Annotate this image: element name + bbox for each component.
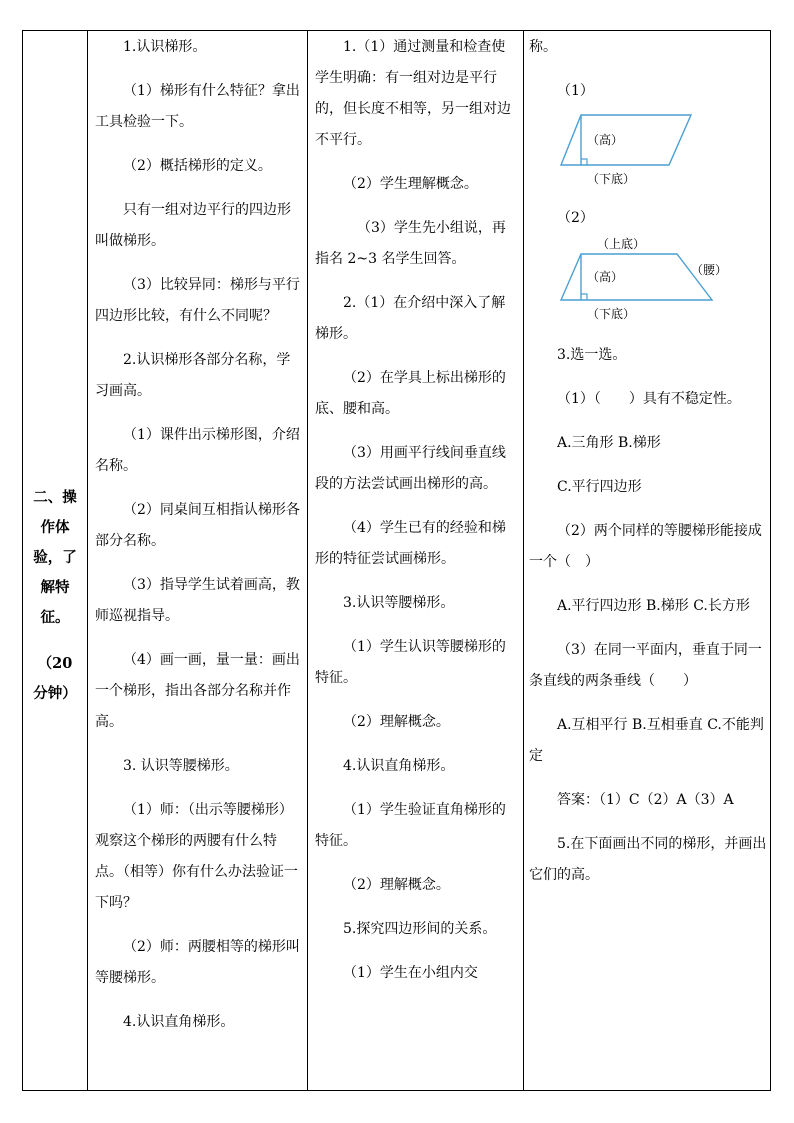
student-paragraph: （3）学生先小组说，再指名 2~3 名学生回答。: [315, 220, 506, 267]
teacher-paragraph: 只有一组对边平行的四边形叫做梯形。: [95, 202, 291, 249]
lesson-table: [22, 30, 771, 1091]
practice-paragraph: （2）两个同样的等腰梯形能接成一个（ ）: [529, 523, 762, 570]
top-base-label: （上底）: [597, 237, 646, 251]
section-title-line: 作体: [40, 518, 70, 536]
student-paragraph: 1.（1）通过测量和检查使学生明确：有一组对边是平行的，但长度不相等，另一组对边不平行。: [315, 39, 511, 148]
column-divider: [307, 31, 308, 1090]
section-title-line: 征。: [40, 608, 70, 626]
practice-paragraph: （3）在同一平面内，垂直于同一条直线的两条垂线（ ）: [529, 642, 762, 689]
practice-continuation: 称。: [529, 39, 557, 55]
leg-label: （腰）: [691, 263, 728, 277]
student-paragraph: （1）学生认识等腰梯形的特征。: [315, 639, 506, 686]
teacher-paragraph: （2）师：两腰相等的梯形叫等腰梯形。: [95, 939, 300, 986]
student-paragraph: 2.（1）在介绍中深入了解梯形。: [315, 295, 506, 342]
teacher-paragraph: （1）梯形有什么特征？拿出工具检验一下。: [95, 83, 300, 130]
teacher-paragraph: 3. 认识等腰梯形。: [123, 758, 239, 774]
student-paragraph: 5.探究四边形间的关系。: [343, 921, 497, 937]
right-angle-mark: [581, 159, 587, 165]
section-title-line: 解特: [40, 578, 70, 596]
teacher-paragraph: （1）师：（出示等腰梯形）观察这个梯形的两腰有什么特点。（相等）你有什么办法验证一下吗？: [95, 802, 298, 911]
teacher-paragraph: （2）同桌间互相指认梯形各部分名称。: [95, 502, 300, 549]
section-title-line: 验，了: [33, 548, 77, 566]
practice-paragraph: 3.选一选。: [557, 347, 627, 363]
teacher-activities-cell: [89, 31, 305, 1090]
student-paragraph: （4）学生已有的经验和梯形的特征尝试画梯形。: [315, 520, 506, 567]
practice-cell: [525, 31, 771, 1090]
teacher-paragraph: （3）指导学生试着画高，教师巡视指导。: [95, 577, 300, 624]
parallelogram-figure: [557, 109, 697, 189]
teacher-paragraph: 2.认识梯形各部分名称，学习画高。: [95, 352, 291, 399]
practice-paragraph: （1）（ ）具有不稳定性。: [557, 391, 741, 407]
right-angle-mark: [581, 294, 587, 300]
column-divider: [87, 31, 88, 1090]
section-title-cell: [23, 31, 87, 1090]
student-paragraph: （2）理解概念。: [343, 877, 450, 893]
practice-paragraph: A.平行四边形 B.梯形 C.长方形: [557, 598, 750, 614]
section-time-line: （20: [37, 654, 73, 672]
practice-paragraph: A.互相平行 B.互相垂直 C.不能判定: [529, 717, 764, 764]
teacher-paragraph: 1.认识梯形。: [123, 39, 207, 55]
student-paragraph: 4.认识直角梯形。: [343, 758, 455, 774]
student-activities-cell: [309, 31, 521, 1090]
bottom-base-label: （下底）: [587, 307, 636, 321]
student-paragraph: （2）理解概念。: [343, 714, 450, 730]
practice-paragraph: A.三角形 B.梯形: [557, 435, 661, 451]
bottom-label: （下底）: [587, 172, 636, 186]
section-title-line: 二、操: [33, 488, 77, 506]
student-paragraph: （1）学生验证直角梯形的特征。: [315, 802, 506, 849]
figure-2-label: （2）: [557, 210, 594, 226]
teacher-paragraph: （1）课件出示梯形图，介绍名称。: [95, 427, 300, 474]
height-label: （高）: [587, 133, 624, 147]
teacher-paragraph: （3）比较异同：梯形与平行四边形比较，有什么不同呢？: [95, 277, 300, 324]
practice-paragraph: C.平行四边形: [557, 479, 642, 495]
student-paragraph: （2）学生理解概念。: [343, 176, 478, 192]
figure-1-label: （1）: [557, 83, 594, 99]
teacher-paragraph: （2）概括梯形的定义。: [123, 158, 272, 174]
student-paragraph: （1）学生在小组内交: [343, 965, 478, 981]
teacher-paragraph: （4）画一画，量一量：画出一个梯形，指出各部分名称并作高。: [95, 652, 300, 730]
column-divider: [523, 31, 524, 1090]
height-label: （高）: [587, 270, 624, 284]
trapezoid-figure: [557, 234, 732, 326]
answer-line: 答案：（1）C（2）A（3）A: [557, 792, 734, 808]
student-paragraph: （3）用画平行线间垂直线段的方法尝试画出梯形的高。: [315, 445, 506, 492]
student-paragraph: （2）在学具上标出梯形的底、腰和高。: [315, 370, 506, 417]
practice-paragraph: 5.在下面画出不同的梯形，并画出它们的高。: [529, 836, 767, 883]
trapezoid-shape: [561, 254, 712, 300]
teacher-paragraph: 4.认识直角梯形。: [123, 1014, 235, 1030]
section-time-line: 分钟）: [33, 684, 77, 702]
student-paragraph: 3.认识等腰梯形。: [343, 595, 455, 611]
